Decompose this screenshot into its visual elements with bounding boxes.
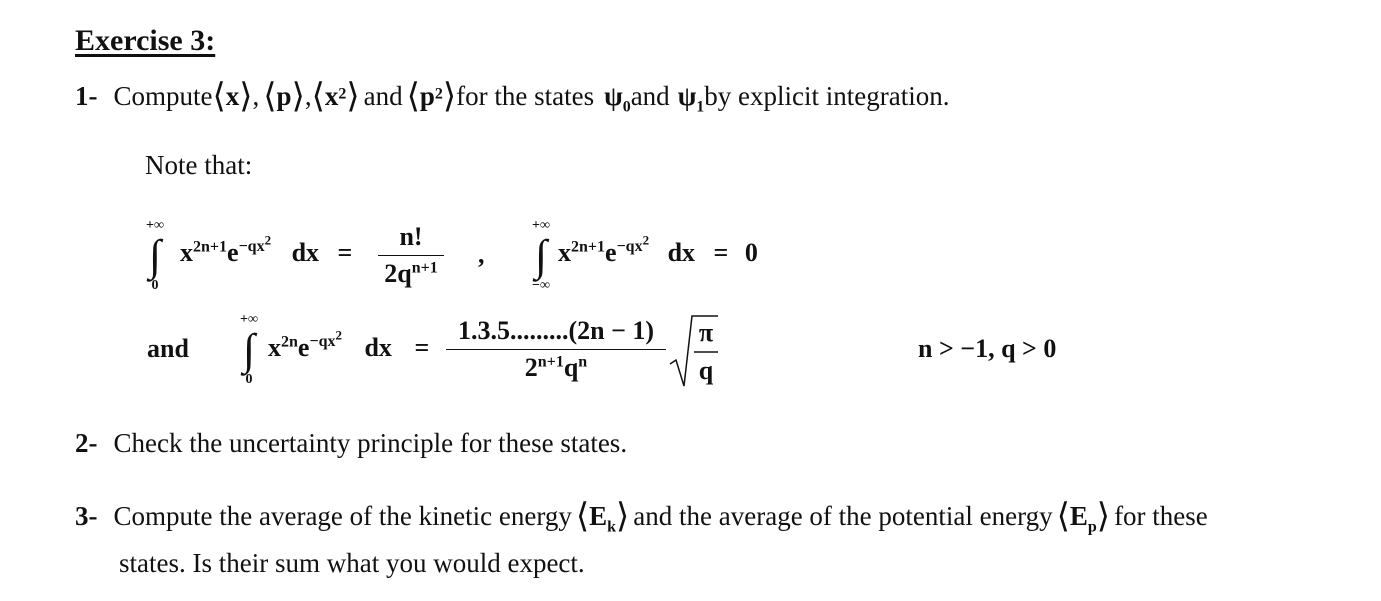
item-3-text-a: Compute the average of the kinetic energy <box>113 501 572 531</box>
item-1-states: for the states <box>456 81 595 111</box>
expect-x: x <box>225 81 240 111</box>
item-3-line-2: states. Is their sum what you would expect. <box>119 548 585 578</box>
item-1-compute: Compute <box>113 81 213 111</box>
expect-p: p <box>276 81 292 111</box>
item-2-number: 2- <box>75 428 98 458</box>
condition: n > −1, q > 0 <box>918 334 1057 363</box>
fraction-1: n! $2q^{n+1}$ <box>378 222 444 289</box>
psi-1: $\psi_1$ <box>677 81 705 116</box>
item-1: 1- Compute⟨x⟩, $⟨p⟩,⟨x^2⟩$ and $⟨p^2⟩for$ the states $\psi_0and$ $\psi_1by$ explicit integration. <box>75 78 950 116</box>
exercise-title: Exercise 3: <box>75 24 216 57</box>
and-label: and <box>147 334 189 363</box>
item-1-number: 1- <box>75 81 98 111</box>
separator-comma: , <box>478 240 485 269</box>
integral-1: +∞ ∫ 0 <box>146 218 164 293</box>
integrand-2: $x^{2n+1}e^{-qx^2}$ dx = 0 <box>558 233 758 267</box>
integrand-1: $x^{2n+1}e^{-qx^2}$ dx = <box>180 233 353 267</box>
item-3: 3- Compute the average of the kinetic energy $⟨E_k⟩$ and the average of the potential energy $⟨E_p⟩$ for these <box>75 498 1208 536</box>
fraction-3: 1.3.5.........(2n − 1) $2^{n+1}q^n$ <box>446 316 666 383</box>
item-2-text: Check the uncertainty principle for these states. <box>113 428 628 458</box>
item-3-number: 3- <box>75 501 98 531</box>
integral-3: +∞ ∫ 0 <box>240 312 258 387</box>
integral-2: +∞ ∫ −∞ <box>532 218 550 293</box>
sqrt-pi-over-q: π q <box>668 310 720 390</box>
kinetic-energy: $E_k$ <box>589 501 617 536</box>
item-3-text-b: and the average of the potential energy <box>633 501 1053 531</box>
expect-x2: x <box>324 81 339 111</box>
item-1-by: by explicit integration. <box>704 81 950 111</box>
note-label: Note that: <box>145 150 253 180</box>
item-3-text-c: for these <box>1114 501 1208 531</box>
integrand-3: $x^{2n}e^{-qx^2}$ dx = <box>268 328 430 362</box>
item-2 <box>75 428 627 459</box>
expect-p2: p <box>419 81 435 111</box>
psi-0: $\psi_0$ <box>604 81 631 116</box>
potential-energy: $E_p$ <box>1069 501 1097 536</box>
